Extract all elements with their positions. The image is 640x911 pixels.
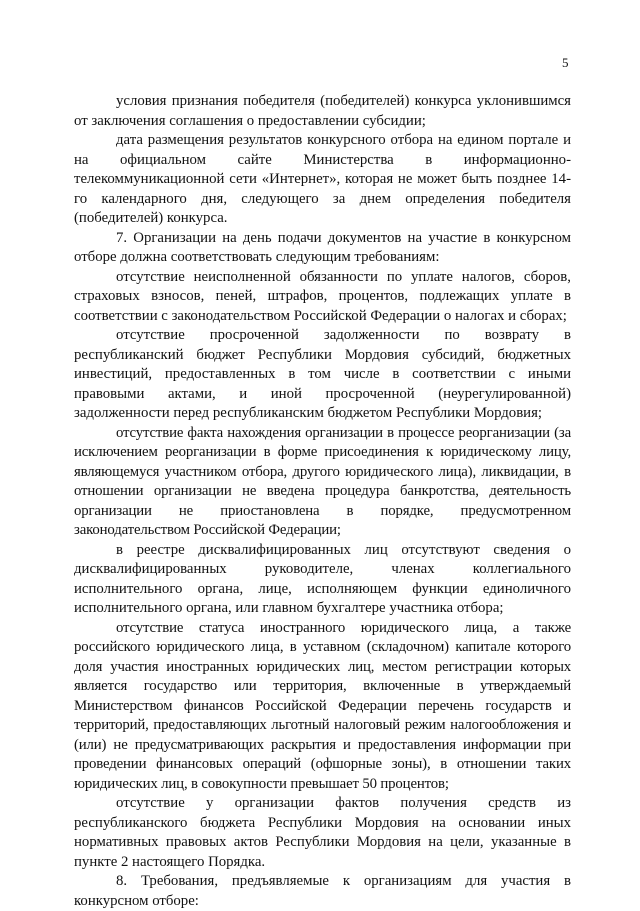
paragraph-foreign-status: отсутствие статуса иностранного юридического лица, а также российского юридического лица, в уставном (складочном) капитале которого доля участия иностранных юридических лиц, местом регистрации которых является государство или территория, включенные в утверждаемый Министерством финансов Российской Федерации перечень государств и территорий, предоставляющих льготный налоговый режим налогообложения и (или) не предусматривающих раскрытия и предоставления информации при проведении финансовых операций (офшорные зоны), в отношении таких юридических лиц, в совокупности превышает 50 процентов; bbox=[74, 619, 571, 792]
paragraph-results-publication: дата размещения результатов конкурсного отбора на едином портале и на официальном сайте Министерства в информационно-телекоммуникационной сети «Интернет», которая не может быть позднее 14-го календарного дня, следующего за днем определения победителя (победителей) конкурса. bbox=[74, 132, 571, 226]
paragraph-clause-7: 7. Организации на день подачи документов на участие в конкурсном отборе должна соответствовать следующим требованиям: bbox=[74, 229, 571, 265]
paragraph-clause-8: 8. Требования, предъявляемые к организациям для участия в конкурсном отборе: bbox=[74, 873, 571, 909]
document-body bbox=[74, 92, 571, 911]
paragraph-no-overdue-debt: отсутствие просроченной задолженности по возврату в республиканский бюджет Республики Мордовия субсидий, бюджетных инвестиций, предоставленных в том числе в соответствии с иными правовыми актами, и иной просроченной (неурегулированной) задолженности перед республиканским бюджетом Республики Мордовия; bbox=[74, 327, 571, 421]
paragraph-no-reorganization: отсутствие факта нахождения организации в процессе реорганизации (за исключением реорганизации в форме присоединения к юридическому лицу, являющемуся участником отбора, другого юридического лица), ликвидации, в отношении организации не введена процедура банкротства, деятельность организации не приостановлена в порядке, предусмотренном законодательством Российской Федерации; bbox=[74, 424, 571, 538]
paragraph-winner-evasion: условия признания победителя (победителей) конкурса уклонившимся от заключения соглашения о предоставлении субсидии; bbox=[74, 93, 571, 129]
page-number: 5 bbox=[562, 55, 569, 70]
paragraph-no-other-funding: отсутствие у организации фактов получения средств из республиканского бюджета Республики Мордовия на основании иных нормативных правовых актов Республики Мордовия на цели, указанные в пункте 2 настоящего Порядка. bbox=[74, 795, 571, 870]
paragraph-no-tax-debt: отсутствие неисполненной обязанности по уплате налогов, сборов, страховых взносов, пеней, штрафов, процентов, подлежащих уплате в соответствии с законодательством Российской Федерации о налогах и сборах; bbox=[74, 268, 571, 324]
paragraph-disqualified-registry: в реестре дисквалифицированных лиц отсутствуют сведения о дисквалифицированных руководителе, членах коллегиального исполнительного органа, лице, исполняющем функции единоличного исполнительного органа, или главном бухгалтере участника отбора; bbox=[74, 541, 571, 616]
